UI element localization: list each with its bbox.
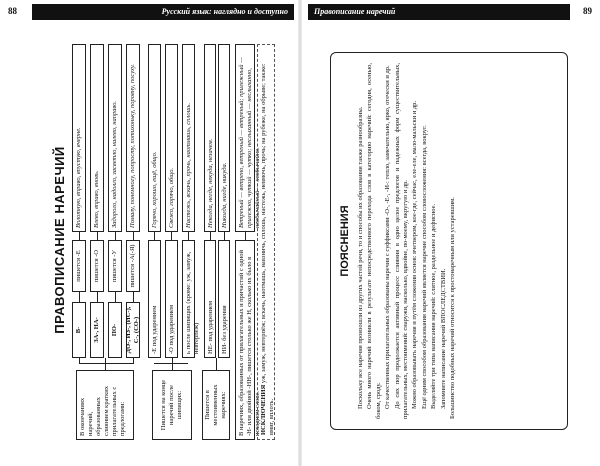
prefix-za-na: ЗА-, НА- bbox=[90, 302, 104, 358]
connector bbox=[105, 358, 106, 370]
explanation-paragraph: Большинство подобных наречий относится к простонаречным или устаревшим. bbox=[449, 197, 457, 419]
explanation-paragraph: До сих пор продолжается активный процесс слияния в одно целое предлогов и падежных форм существительных, прилагательных, местоимений: снаружи, насколько, вдвойне, по-моему, вкругую и др. bbox=[393, 63, 410, 419]
connector bbox=[97, 292, 98, 302]
exceptions-box bbox=[257, 44, 275, 440]
row-label-endings: В окончаниях наречий, образованных слиянием кратких прилагательных с предлогами: bbox=[76, 370, 134, 440]
prefix-v: В- bbox=[72, 302, 86, 358]
prefix-po: ПО- bbox=[108, 302, 122, 358]
explanation-paragraph: Запомните написание наречий ВПОСЛЕДСТВИИ. bbox=[439, 268, 447, 409]
ni-rule: НИ- без ударения bbox=[218, 240, 230, 358]
explanation-paragraph: Выделяйте три типа написания наречий: слитное, раздельное и дефисное. bbox=[430, 203, 438, 409]
page-number-right: 89 bbox=[583, 6, 592, 16]
hush-rule-2: -О под ударением bbox=[165, 240, 178, 358]
connector bbox=[115, 232, 116, 240]
connector bbox=[171, 232, 172, 240]
connector bbox=[210, 232, 211, 240]
connector bbox=[133, 358, 134, 364]
hush-examples-1: Горячо, хорошо, ещё, общо. bbox=[148, 44, 161, 232]
row-label-hushing: Пишется на конце наречий после шипящих: bbox=[152, 370, 192, 440]
hush-examples-3: Настежь, вскачь, прочь, наотмашь, сплошь. bbox=[182, 44, 195, 232]
connector bbox=[79, 363, 133, 364]
running-title-left: Русский язык: наглядно и доступно bbox=[161, 7, 288, 16]
rule-u: пишется -У bbox=[108, 240, 122, 292]
examples-e: Вплотную, вправо, впустую, вчерне. bbox=[72, 44, 86, 232]
explanations-panel bbox=[330, 50, 570, 430]
exceptions-label: ИСКЛЮЧЕНИЯ bbox=[260, 384, 267, 435]
page-number-left: 88 bbox=[8, 6, 17, 16]
explanations-title: ПОЯСНЕНИЯ bbox=[339, 205, 351, 277]
examples-a: Помалу, понемногу, попросту, потихоньку, поровну, посуху. bbox=[126, 44, 140, 232]
connector bbox=[224, 232, 225, 240]
connector bbox=[97, 232, 98, 240]
hush-examples-2: Свежо, горячо, общо. bbox=[165, 44, 178, 232]
running-title-right: Правописание наречий bbox=[314, 7, 396, 16]
explanation-paragraph: От качественных прилагательных образованы наречия с суффиксами -О-, -Е-, -И-: тепло, замечательно, ярко, отечески и др. bbox=[384, 65, 392, 409]
hush-rule-1: -Е под ударением bbox=[148, 240, 161, 358]
running-head-right bbox=[308, 4, 570, 20]
connector bbox=[245, 232, 246, 240]
nn-examples: Ветреный — ветрено, ветреный — ветреный; прилежный — прилежно, чуткий — чутко; неслыханный — неслыханно, необычайный — необычайно. bbox=[235, 44, 255, 232]
connector bbox=[216, 358, 217, 370]
explanations-box bbox=[330, 52, 568, 430]
exceptions-text: уж, замуж, невтерпёж; вскачь, наотмашь, навзничь, сплошь, настежь, невмочь, прочь; на рубеже, на обрыве; также: вмиг, вплоть. bbox=[260, 63, 275, 435]
connector bbox=[154, 232, 155, 240]
examples-u: Задорого, надолго, засветло, налево, направо. bbox=[108, 44, 122, 232]
rule-o: пишется -О bbox=[90, 240, 104, 292]
connector bbox=[133, 292, 134, 302]
prefix-do-iz-s: ДО-, ИЗ-, (ИС-), С-, (СО-) bbox=[126, 302, 140, 358]
connector bbox=[133, 232, 134, 240]
right-page bbox=[300, 0, 600, 466]
nn-rule: В наречиях, образованных от прилагательных и причастий с одной -Н- или двойной -НН-, пишется столько же Н, сколько их было в исходном слове. bbox=[235, 240, 255, 440]
explanation-paragraph: Можно образовывать наречия и путём сложения основ: вчетвером, кое-где, сейчас, еле-еле, мало-мальски и др. bbox=[411, 100, 419, 409]
connector bbox=[79, 358, 80, 364]
connector bbox=[79, 232, 80, 240]
rules-table bbox=[52, 40, 292, 440]
examples-o: Влево, вправо, вновь. bbox=[90, 44, 104, 232]
row-label-pronominal: Пишется в местоименных наречиях: bbox=[202, 370, 230, 440]
explanation-paragraph: Ещё одним способом образования наречий является наречие способом словосложения: всегда, вокруг. bbox=[420, 125, 428, 409]
explanation-paragraph: Очень много наречий возникли в результате непосредственного перехода слов в категорию наречий: сегодня, осенью, боком, сроду. bbox=[366, 63, 382, 419]
connector bbox=[115, 292, 116, 302]
explanation-paragraph: Поскольку все наречия произошли из других частей речи, то и способы их образования также разнообразны. bbox=[357, 106, 364, 409]
connector bbox=[79, 292, 80, 302]
ne-examples: Некогда, негде, некуда, незачем. bbox=[204, 44, 216, 232]
rule-a: пишется -А(-Я) bbox=[126, 240, 140, 292]
rule-e: пишется -Е bbox=[72, 240, 86, 292]
hush-rule-3: ь после шипящих (кроме: уж, замуж, невтерпёж) bbox=[182, 240, 195, 358]
connector bbox=[172, 358, 173, 370]
connector bbox=[188, 232, 189, 240]
ne-rule: НЕ- под ударением bbox=[204, 240, 216, 358]
page-title: ПРАВОПИСАНИЕ НАРЕЧИЙ bbox=[52, 146, 67, 334]
running-head-left bbox=[32, 4, 294, 20]
ni-examples: Никогда, нигде, никуда. bbox=[218, 44, 230, 232]
connector bbox=[154, 363, 188, 364]
